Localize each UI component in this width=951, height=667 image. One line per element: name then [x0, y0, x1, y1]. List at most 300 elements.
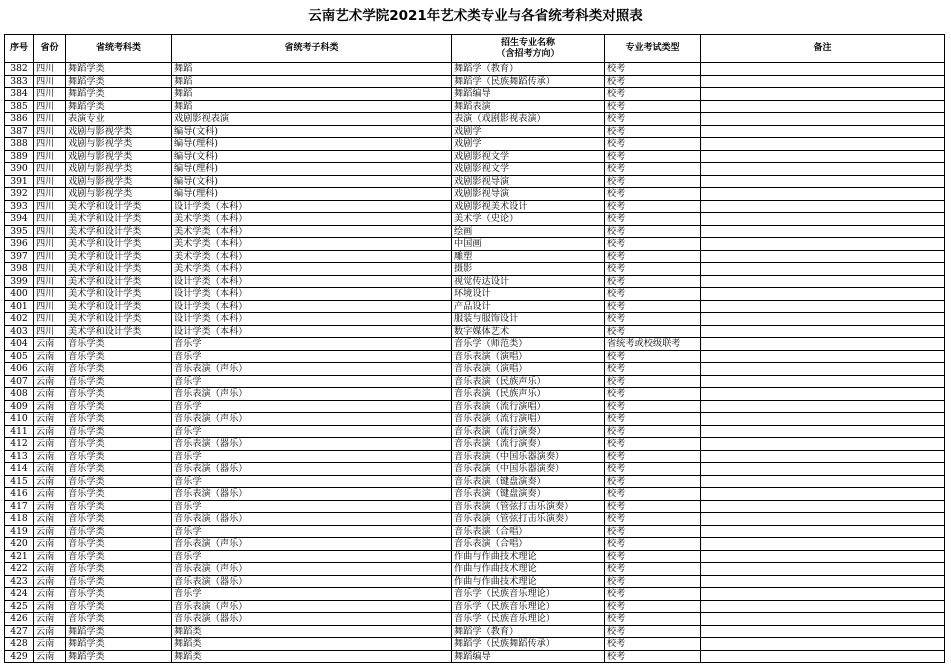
cell-province: 云南	[34, 575, 66, 588]
table-row	[5, 613, 945, 626]
cell-exam-type: 校考	[605, 88, 701, 101]
cell-category: 音乐学类	[66, 475, 172, 488]
cell-subcategory: 舞蹈	[172, 88, 452, 101]
cell-remarks	[701, 88, 945, 101]
table-row	[5, 250, 945, 263]
table-row	[5, 363, 945, 376]
cell-major: 音乐表演（合唱）	[452, 525, 605, 538]
cell-remarks	[701, 288, 945, 301]
table-row	[5, 88, 945, 101]
table-row	[5, 125, 945, 138]
cell-province: 四川	[34, 250, 66, 263]
cell-major: 音乐表演（演唱）	[452, 350, 605, 363]
cell-category: 美术学和设计学类	[66, 288, 172, 301]
table-row	[5, 375, 945, 388]
cell-remarks	[701, 625, 945, 638]
cell-category: 舞蹈学类	[66, 650, 172, 663]
cell-exam-type: 校考	[605, 150, 701, 163]
cell-major: 作曲与作曲技术理论	[452, 575, 605, 588]
cell-category: 戏剧与影视学类	[66, 150, 172, 163]
header-exam-type: 专业考试类型	[605, 35, 701, 63]
cell-remarks	[701, 350, 945, 363]
header-remarks: 备注	[701, 35, 945, 63]
cell-seq: 399	[5, 275, 34, 288]
cell-major: 音乐表演（管弦打击乐演奏）	[452, 500, 605, 513]
cell-exam-type: 校考	[605, 275, 701, 288]
table-row	[5, 263, 945, 276]
cell-category: 音乐学类	[66, 563, 172, 576]
cell-province: 云南	[34, 438, 66, 451]
cell-exam-type: 校考	[605, 463, 701, 476]
cell-seq: 398	[5, 263, 34, 276]
cell-province: 云南	[34, 550, 66, 563]
cell-remarks	[701, 450, 945, 463]
cell-seq: 396	[5, 238, 34, 251]
table-row	[5, 138, 945, 151]
cell-remarks	[701, 313, 945, 326]
cell-province: 云南	[34, 638, 66, 651]
cell-province: 云南	[34, 488, 66, 501]
cell-province: 云南	[34, 538, 66, 551]
header-unified-subcategory: 省统考子科类	[172, 35, 452, 63]
table-row	[5, 413, 945, 426]
cell-remarks	[701, 400, 945, 413]
cell-exam-type: 校考	[605, 438, 701, 451]
cell-exam-type: 校考	[605, 225, 701, 238]
cell-exam-type: 校考	[605, 400, 701, 413]
cell-exam-type: 校考	[605, 363, 701, 376]
cell-seq: 406	[5, 363, 34, 376]
cell-subcategory: 编导(文科)	[172, 125, 452, 138]
cell-major: 音乐表演（流行演唱）	[452, 413, 605, 426]
cell-major: 舞蹈学（教育）	[452, 63, 605, 76]
cell-remarks	[701, 113, 945, 126]
table-row	[5, 313, 945, 326]
cell-subcategory: 音乐学	[172, 375, 452, 388]
header-major	[452, 35, 605, 63]
cell-category: 戏剧与影视学类	[66, 125, 172, 138]
cell-subcategory: 音乐学	[172, 450, 452, 463]
header-seq: 序号	[5, 35, 34, 63]
cell-major: 音乐学（民族音乐理论）	[452, 600, 605, 613]
cell-province: 云南	[34, 613, 66, 626]
table-row	[5, 188, 945, 201]
cell-category: 舞蹈学类	[66, 625, 172, 638]
cell-seq: 415	[5, 475, 34, 488]
cell-category: 美术学和设计学类	[66, 200, 172, 213]
cell-subcategory: 音乐学	[172, 500, 452, 513]
cell-province: 云南	[34, 375, 66, 388]
cell-subcategory: 音乐表演（声乐）	[172, 413, 452, 426]
cell-seq: 405	[5, 350, 34, 363]
cell-remarks	[701, 75, 945, 88]
cell-major: 音乐表演（键盘演奏）	[452, 475, 605, 488]
cell-province: 云南	[34, 463, 66, 476]
cell-exam-type: 校考	[605, 600, 701, 613]
cell-seq: 402	[5, 313, 34, 326]
cell-exam-type: 校考	[605, 263, 701, 276]
cell-major: 戏剧影视美术设计	[452, 200, 605, 213]
table-row	[5, 563, 945, 576]
cell-exam-type: 校考	[605, 125, 701, 138]
cell-major: 音乐表演（键盘演奏）	[452, 488, 605, 501]
table-row	[5, 500, 945, 513]
cell-category: 音乐学类	[66, 388, 172, 401]
cell-remarks	[701, 425, 945, 438]
cell-province: 云南	[34, 625, 66, 638]
cell-seq: 383	[5, 75, 34, 88]
cell-exam-type: 校考	[605, 488, 701, 501]
cell-major: 舞蹈表演	[452, 100, 605, 113]
cell-category: 音乐学类	[66, 538, 172, 551]
table-row	[5, 63, 945, 76]
cell-major: 绘画	[452, 225, 605, 238]
cell-exam-type: 校考	[605, 525, 701, 538]
cell-exam-type: 校考	[605, 650, 701, 663]
cell-major: 中国画	[452, 238, 605, 251]
cell-seq: 401	[5, 300, 34, 313]
cell-category: 音乐学类	[66, 575, 172, 588]
cell-subcategory: 戏剧影视表演	[172, 113, 452, 126]
table-row	[5, 388, 945, 401]
cell-major: 音乐表演（民族声乐）	[452, 388, 605, 401]
cell-category: 舞蹈学类	[66, 75, 172, 88]
table-body	[5, 63, 945, 663]
cell-province: 云南	[34, 400, 66, 413]
cell-seq: 397	[5, 250, 34, 263]
cell-category: 舞蹈学类	[66, 100, 172, 113]
cell-category: 音乐学类	[66, 463, 172, 476]
cell-exam-type: 校考	[605, 375, 701, 388]
cell-major: 作曲与作曲技术理论	[452, 550, 605, 563]
cell-seq: 422	[5, 563, 34, 576]
cell-category: 音乐学类	[66, 413, 172, 426]
cell-category: 音乐学类	[66, 400, 172, 413]
comparison-table	[4, 34, 945, 663]
cell-remarks	[701, 238, 945, 251]
cell-province: 四川	[34, 125, 66, 138]
cell-major: 雕塑	[452, 250, 605, 263]
cell-major: 美术学（史论）	[452, 213, 605, 226]
cell-exam-type: 校考	[605, 625, 701, 638]
table-row	[5, 600, 945, 613]
cell-exam-type: 校考	[605, 188, 701, 201]
cell-exam-type: 校考	[605, 300, 701, 313]
table-row	[5, 488, 945, 501]
cell-seq: 387	[5, 125, 34, 138]
cell-category: 音乐学类	[66, 425, 172, 438]
cell-province: 四川	[34, 288, 66, 301]
cell-subcategory: 设计学类（本科）	[172, 275, 452, 288]
table-row	[5, 650, 945, 663]
table-row	[5, 588, 945, 601]
header-province: 省份	[34, 35, 66, 63]
cell-remarks	[701, 263, 945, 276]
cell-province: 四川	[34, 263, 66, 276]
cell-seq: 392	[5, 188, 34, 201]
table-row	[5, 163, 945, 176]
table-row	[5, 400, 945, 413]
cell-subcategory: 音乐表演（声乐）	[172, 363, 452, 376]
cell-subcategory: 设计学类（本科）	[172, 325, 452, 338]
table-row	[5, 225, 945, 238]
cell-category: 音乐学类	[66, 363, 172, 376]
table-row	[5, 175, 945, 188]
cell-seq: 409	[5, 400, 34, 413]
cell-seq: 412	[5, 438, 34, 451]
cell-remarks	[701, 275, 945, 288]
cell-remarks	[701, 375, 945, 388]
cell-major: 音乐表演（流行演奏）	[452, 425, 605, 438]
cell-remarks	[701, 438, 945, 451]
cell-major: 戏剧学	[452, 125, 605, 138]
cell-exam-type: 校考	[605, 588, 701, 601]
header-major-line2: （含招考方向）	[496, 48, 560, 59]
cell-category: 舞蹈学类	[66, 638, 172, 651]
cell-major: 戏剧学	[452, 138, 605, 151]
cell-seq: 382	[5, 63, 34, 76]
cell-major: 音乐表演（流行演奏）	[452, 438, 605, 451]
cell-seq: 416	[5, 488, 34, 501]
cell-province: 云南	[34, 650, 66, 663]
table-row	[5, 200, 945, 213]
table-row	[5, 525, 945, 538]
cell-exam-type: 校考	[605, 175, 701, 188]
cell-remarks	[701, 138, 945, 151]
cell-major: 视觉传达设计	[452, 275, 605, 288]
cell-subcategory: 音乐学	[172, 525, 452, 538]
cell-exam-type: 校考	[605, 413, 701, 426]
cell-seq: 418	[5, 513, 34, 526]
cell-seq: 403	[5, 325, 34, 338]
cell-province: 云南	[34, 600, 66, 613]
cell-province: 云南	[34, 363, 66, 376]
cell-remarks	[701, 613, 945, 626]
cell-category: 音乐学类	[66, 550, 172, 563]
cell-exam-type: 校考	[605, 425, 701, 438]
cell-province: 云南	[34, 475, 66, 488]
cell-seq: 404	[5, 338, 34, 351]
cell-subcategory: 音乐学	[172, 588, 452, 601]
cell-seq: 393	[5, 200, 34, 213]
cell-exam-type: 校考	[605, 250, 701, 263]
cell-province: 云南	[34, 350, 66, 363]
cell-subcategory: 音乐学	[172, 400, 452, 413]
document-title: 云南艺术学院2021年艺术类专业与各省统考科类对照表	[308, 8, 643, 24]
cell-exam-type: 校考	[605, 63, 701, 76]
cell-remarks	[701, 588, 945, 601]
table-row	[5, 288, 945, 301]
cell-category: 音乐学类	[66, 438, 172, 451]
table-row	[5, 325, 945, 338]
cell-remarks	[701, 413, 945, 426]
cell-exam-type: 校考	[605, 163, 701, 176]
cell-subcategory: 音乐表演（器乐）	[172, 438, 452, 451]
cell-major: 舞蹈编导	[452, 88, 605, 101]
cell-remarks	[701, 175, 945, 188]
cell-remarks	[701, 213, 945, 226]
cell-subcategory: 美术学类（本科）	[172, 250, 452, 263]
cell-major: 音乐表演（管弦打击乐演奏）	[452, 513, 605, 526]
cell-seq: 385	[5, 100, 34, 113]
cell-remarks	[701, 650, 945, 663]
cell-exam-type: 校考	[605, 475, 701, 488]
cell-province: 四川	[34, 150, 66, 163]
cell-seq: 427	[5, 625, 34, 638]
cell-subcategory: 舞蹈	[172, 75, 452, 88]
cell-remarks	[701, 100, 945, 113]
cell-category: 美术学和设计学类	[66, 325, 172, 338]
table-row	[5, 463, 945, 476]
cell-major: 音乐表演（中国乐器演奏）	[452, 450, 605, 463]
cell-major: 舞蹈学（教育）	[452, 625, 605, 638]
cell-major: 戏剧影视文学	[452, 163, 605, 176]
cell-seq: 425	[5, 600, 34, 613]
cell-province: 四川	[34, 188, 66, 201]
cell-category: 舞蹈学类	[66, 88, 172, 101]
cell-remarks	[701, 225, 945, 238]
cell-exam-type: 校考	[605, 500, 701, 513]
cell-seq: 384	[5, 88, 34, 101]
cell-major: 作曲与作曲技术理论	[452, 563, 605, 576]
cell-province: 云南	[34, 425, 66, 438]
cell-exam-type: 校考	[605, 563, 701, 576]
cell-seq: 429	[5, 650, 34, 663]
cell-province: 四川	[34, 275, 66, 288]
cell-category: 美术学和设计学类	[66, 263, 172, 276]
cell-major: 音乐表演（演唱）	[452, 363, 605, 376]
cell-province: 四川	[34, 63, 66, 76]
cell-exam-type: 校考	[605, 538, 701, 551]
cell-category: 戏剧与影视学类	[66, 175, 172, 188]
cell-subcategory: 音乐表演（器乐）	[172, 613, 452, 626]
cell-seq: 421	[5, 550, 34, 563]
cell-category: 音乐学类	[66, 600, 172, 613]
table-header-row	[5, 35, 945, 63]
table-row	[5, 550, 945, 563]
cell-subcategory: 编导(文科)	[172, 150, 452, 163]
cell-province: 云南	[34, 388, 66, 401]
cell-subcategory: 设计学类（本科）	[172, 288, 452, 301]
table-row	[5, 538, 945, 551]
cell-subcategory: 美术学类（本科）	[172, 225, 452, 238]
cell-major: 戏剧影视文学	[452, 150, 605, 163]
cell-remarks	[701, 163, 945, 176]
cell-subcategory: 舞蹈类	[172, 638, 452, 651]
cell-province: 四川	[34, 163, 66, 176]
cell-seq: 424	[5, 588, 34, 601]
cell-seq: 420	[5, 538, 34, 551]
table-row	[5, 150, 945, 163]
cell-subcategory: 舞蹈类	[172, 650, 452, 663]
cell-seq: 394	[5, 213, 34, 226]
cell-subcategory: 设计学类（本科）	[172, 300, 452, 313]
cell-major: 舞蹈学（民族舞蹈传承）	[452, 75, 605, 88]
cell-category: 音乐学类	[66, 338, 172, 351]
cell-seq: 419	[5, 525, 34, 538]
cell-major: 音乐学（师范类）	[452, 338, 605, 351]
cell-major: 服装与服饰设计	[452, 313, 605, 326]
cell-subcategory: 音乐学	[172, 550, 452, 563]
table-row	[5, 213, 945, 226]
cell-category: 音乐学类	[66, 513, 172, 526]
table-row	[5, 338, 945, 351]
cell-subcategory: 音乐学	[172, 338, 452, 351]
cell-seq: 391	[5, 175, 34, 188]
cell-province: 云南	[34, 450, 66, 463]
cell-exam-type: 校考	[605, 138, 701, 151]
cell-subcategory: 音乐表演（声乐）	[172, 388, 452, 401]
cell-major: 摄影	[452, 263, 605, 276]
cell-major: 音乐表演（合唱）	[452, 538, 605, 551]
cell-major: 舞蹈学（民族舞蹈传承）	[452, 638, 605, 651]
cell-major: 音乐学（民族音乐理论）	[452, 588, 605, 601]
cell-exam-type: 校考	[605, 200, 701, 213]
cell-subcategory: 音乐表演（声乐）	[172, 563, 452, 576]
cell-category: 戏剧与影视学类	[66, 138, 172, 151]
cell-exam-type: 校考	[605, 288, 701, 301]
cell-major: 产品设计	[452, 300, 605, 313]
cell-province: 四川	[34, 213, 66, 226]
table-row	[5, 575, 945, 588]
cell-exam-type: 校考	[605, 575, 701, 588]
cell-remarks	[701, 63, 945, 76]
cell-province: 四川	[34, 138, 66, 151]
cell-subcategory: 音乐学	[172, 475, 452, 488]
cell-remarks	[701, 388, 945, 401]
cell-subcategory: 音乐表演（声乐）	[172, 600, 452, 613]
cell-remarks	[701, 363, 945, 376]
table-row	[5, 238, 945, 251]
cell-province: 四川	[34, 313, 66, 326]
cell-exam-type: 校考	[605, 613, 701, 626]
cell-remarks	[701, 463, 945, 476]
cell-province: 云南	[34, 500, 66, 513]
cell-category: 美术学和设计学类	[66, 238, 172, 251]
cell-remarks	[701, 525, 945, 538]
cell-remarks	[701, 563, 945, 576]
cell-remarks	[701, 500, 945, 513]
cell-province: 四川	[34, 325, 66, 338]
cell-subcategory: 音乐表演（器乐）	[172, 488, 452, 501]
cell-subcategory: 音乐表演（器乐）	[172, 513, 452, 526]
cell-category: 音乐学类	[66, 375, 172, 388]
cell-seq: 414	[5, 463, 34, 476]
cell-category: 美术学和设计学类	[66, 313, 172, 326]
cell-subcategory: 编导(理科)	[172, 138, 452, 151]
cell-remarks	[701, 638, 945, 651]
cell-category: 戏剧与影视学类	[66, 163, 172, 176]
cell-category: 音乐学类	[66, 588, 172, 601]
cell-seq: 389	[5, 150, 34, 163]
cell-major: 音乐表演（中国乐器演奏）	[452, 463, 605, 476]
cell-subcategory: 舞蹈类	[172, 625, 452, 638]
cell-major: 音乐表演（流行演唱）	[452, 400, 605, 413]
cell-remarks	[701, 125, 945, 138]
cell-remarks	[701, 200, 945, 213]
cell-category: 美术学和设计学类	[66, 225, 172, 238]
cell-province: 四川	[34, 300, 66, 313]
cell-province: 四川	[34, 75, 66, 88]
cell-seq: 413	[5, 450, 34, 463]
cell-seq: 410	[5, 413, 34, 426]
cell-remarks	[701, 513, 945, 526]
table-row	[5, 100, 945, 113]
cell-category: 表演专业	[66, 113, 172, 126]
cell-major: 音乐表演（民族声乐）	[452, 375, 605, 388]
cell-exam-type: 校考	[605, 238, 701, 251]
table-row	[5, 638, 945, 651]
